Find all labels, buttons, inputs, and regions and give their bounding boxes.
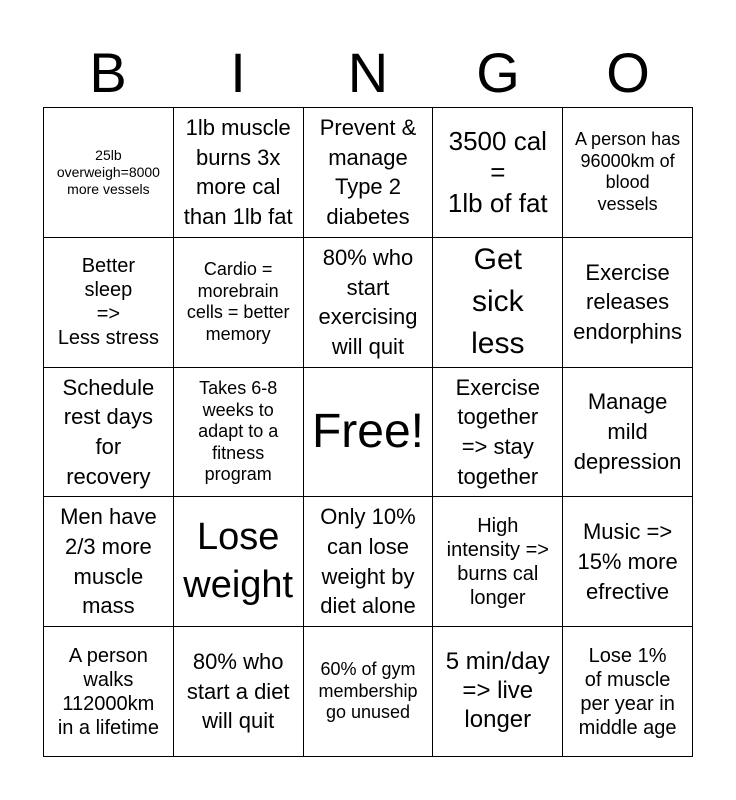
cell-text: 3500 cal = 1lb of fat — [447, 125, 548, 218]
bingo-cell[interactable] — [563, 238, 693, 368]
cell-text: 25lb overweigh=8000 more vessels — [56, 147, 160, 197]
cell-text: 60% of gym membership go unused — [318, 659, 418, 723]
cell-text: Lose 1% of muscle per year in middle age — [578, 644, 677, 739]
bingo-cell[interactable] — [44, 497, 174, 627]
cell-text: Get sick less — [471, 243, 525, 361]
bingo-cell[interactable] — [174, 368, 304, 498]
cell-text: A person walks 112000km in a lifetime — [57, 644, 159, 739]
bingo-cell[interactable] — [304, 497, 434, 627]
cell-text: Exercise releases endorphins — [573, 259, 683, 345]
cell-text: Men have 2/3 more muscle mass — [60, 504, 157, 619]
bingo-cell[interactable] — [44, 238, 174, 368]
bingo-cell[interactable] — [433, 497, 563, 627]
bingo-cell-free[interactable] — [304, 368, 434, 498]
cell-text: Exercise together => stay together — [455, 374, 540, 489]
cell-text: Manage mild depression — [573, 389, 682, 474]
header-letter-b: B — [89, 41, 127, 104]
cell-text: Lose weight — [183, 516, 294, 606]
bingo-cell[interactable] — [433, 627, 563, 757]
bingo-cell[interactable] — [174, 627, 304, 757]
cell-text: Takes 6-8 weeks to adapt to a fitness program — [198, 378, 279, 485]
cell-text: Prevent & manage Type 2 diabetes — [319, 115, 417, 230]
cell-text: 5 min/day => live longer — [445, 648, 550, 733]
header-letter-o: O — [606, 41, 650, 104]
bingo-cell[interactable] — [433, 368, 563, 498]
bingo-cell[interactable] — [44, 108, 174, 238]
bingo-cell[interactable] — [433, 108, 563, 238]
cell-text: Better sleep => Less stress — [57, 255, 159, 350]
cell-text: Schedule rest days for recovery — [62, 374, 155, 489]
cell-text: 1lb muscle burns 3x more cal than 1lb fat — [183, 115, 293, 230]
bingo-cell[interactable] — [44, 368, 174, 498]
bingo-cell[interactable] — [563, 108, 693, 238]
header-letter-g: G — [476, 41, 520, 104]
bingo-cell[interactable] — [563, 497, 693, 627]
bingo-cell[interactable] — [304, 627, 434, 757]
bingo-grid — [43, 107, 693, 757]
bingo-cell[interactable] — [174, 238, 304, 368]
bingo-cell[interactable] — [433, 238, 563, 368]
bingo-cell[interactable] — [304, 238, 434, 368]
cell-text: Only 10% can lose weight by diet alone — [320, 504, 416, 619]
cell-text: 80% who start a diet will quit — [186, 649, 290, 734]
cell-text: 80% who start exercising will quit — [318, 244, 418, 359]
header-letter-n: N — [347, 41, 389, 104]
bingo-cell[interactable] — [304, 108, 434, 238]
cell-text: Cardio = morebrain cells = better memory — [186, 259, 290, 344]
header-letter-i: I — [230, 41, 246, 104]
bingo-header — [43, 40, 693, 106]
bingo-cell[interactable] — [174, 108, 304, 238]
cell-text: Music => 15% more efrective — [577, 519, 678, 604]
bingo-cell[interactable] — [44, 627, 174, 757]
cell-text: A person has 96000km of blood vessels — [575, 129, 681, 214]
bingo-cell[interactable] — [174, 497, 304, 627]
bingo-cell[interactable] — [563, 368, 693, 498]
cell-text: Free! — [311, 405, 424, 459]
bingo-cell[interactable] — [563, 627, 693, 757]
cell-text: High intensity => burns cal longer — [446, 514, 549, 609]
